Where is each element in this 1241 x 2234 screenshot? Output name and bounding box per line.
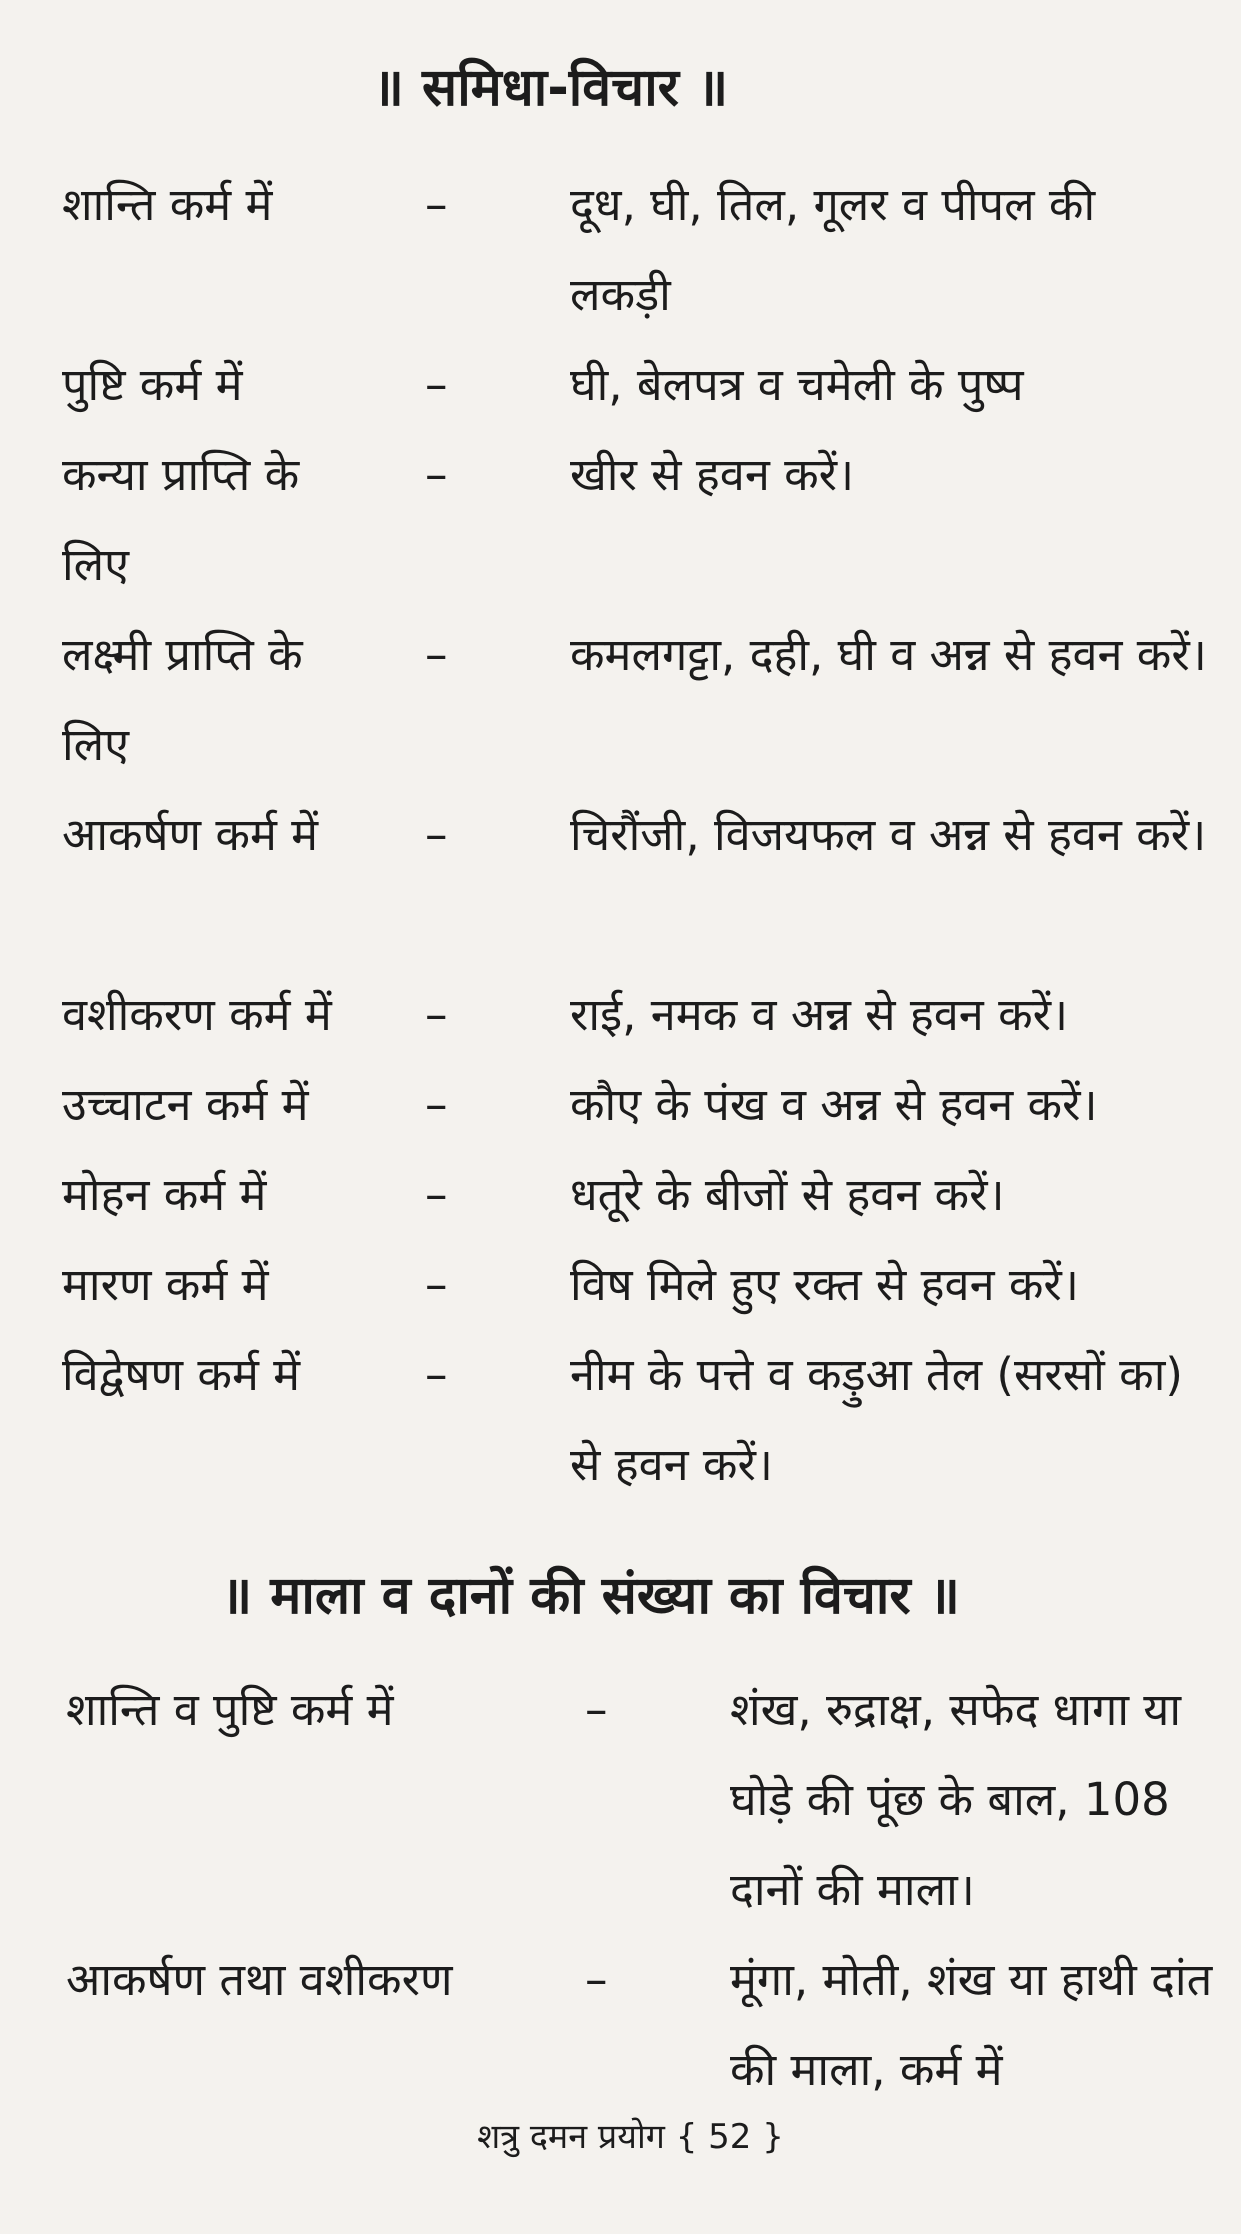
- row-dash: –: [425, 1078, 448, 1131]
- row-label: आकर्षण तथा वशीकरण: [66, 1953, 453, 2006]
- row-value: चिरौंजी, विजयफल व अन्न से हवन करें।: [570, 808, 1207, 861]
- row-dash: –: [425, 808, 448, 861]
- row-dash: –: [425, 628, 448, 681]
- row-label: शान्ति व पुष्टि कर्म में: [66, 1683, 394, 1736]
- row-value: दूध, घी, तिल, गूलर व पीपल की लकड़ी: [570, 178, 1096, 321]
- row-dash: –: [425, 358, 448, 411]
- row-dash: –: [425, 448, 448, 501]
- row-dash: –: [585, 1683, 608, 1736]
- row-value: घी, बेलपत्र व चमेली के पुष्प: [570, 358, 1024, 411]
- row-value: शंख, रुद्राक्ष, सफेद धागा या घोड़े की पूंछ के बाल, 108 दानों की माला।: [730, 1683, 1182, 1916]
- row-label: लक्ष्मी प्राप्ति के लिए: [62, 628, 303, 771]
- section-title-samidha: ॥ समिधा-विचार ॥: [372, 58, 729, 118]
- row-label: मोहन कर्म में: [62, 1168, 267, 1221]
- row-value: धतूरे के बीजों से हवन करें।: [570, 1168, 1005, 1221]
- row-value: मूंगा, मोती, शंख या हाथी दांत की माला, कर्म में: [730, 1953, 1213, 2096]
- row-label: मारण कर्म में: [62, 1258, 269, 1311]
- row-label: उच्चाटन कर्म में: [62, 1078, 309, 1131]
- row-value: राई, नमक व अन्न से हवन करें।: [570, 988, 1069, 1041]
- row-label: कन्या प्राप्ति के लिए: [62, 448, 300, 591]
- row-label: वशीकरण कर्म में: [62, 988, 332, 1041]
- row-dash: –: [425, 1258, 448, 1311]
- row-value: कमलगट्टा, दही, घी व अन्न से हवन करें।: [570, 628, 1207, 681]
- row-value: नीम के पत्ते व कड़ुआ तेल (सरसों का) से हवन करें।: [570, 1348, 1183, 1491]
- row-dash: –: [425, 1348, 448, 1401]
- page-footer: शत्रु दमन प्रयोग { 52 }: [477, 2117, 784, 2157]
- row-label: विद्वेषण कर्म में: [62, 1348, 301, 1401]
- section-title-mala: ॥ माला व दानों की संख्या का विचार ॥: [221, 1566, 960, 1626]
- row-dash: –: [425, 988, 448, 1041]
- row-value: कौए के पंख व अन्न से हवन करें।: [570, 1078, 1098, 1131]
- row-label: पुष्टि कर्म में: [62, 358, 243, 411]
- row-value: खीर से हवन करें।: [570, 448, 855, 501]
- row-value: विष मिले हुए रक्त से हवन करें।: [570, 1258, 1079, 1311]
- row-label: आकर्षण कर्म में: [62, 808, 319, 861]
- row-dash: –: [425, 1168, 448, 1221]
- row-dash: –: [425, 178, 448, 231]
- row-dash: –: [585, 1953, 608, 2006]
- row-label: शान्ति कर्म में: [62, 178, 273, 231]
